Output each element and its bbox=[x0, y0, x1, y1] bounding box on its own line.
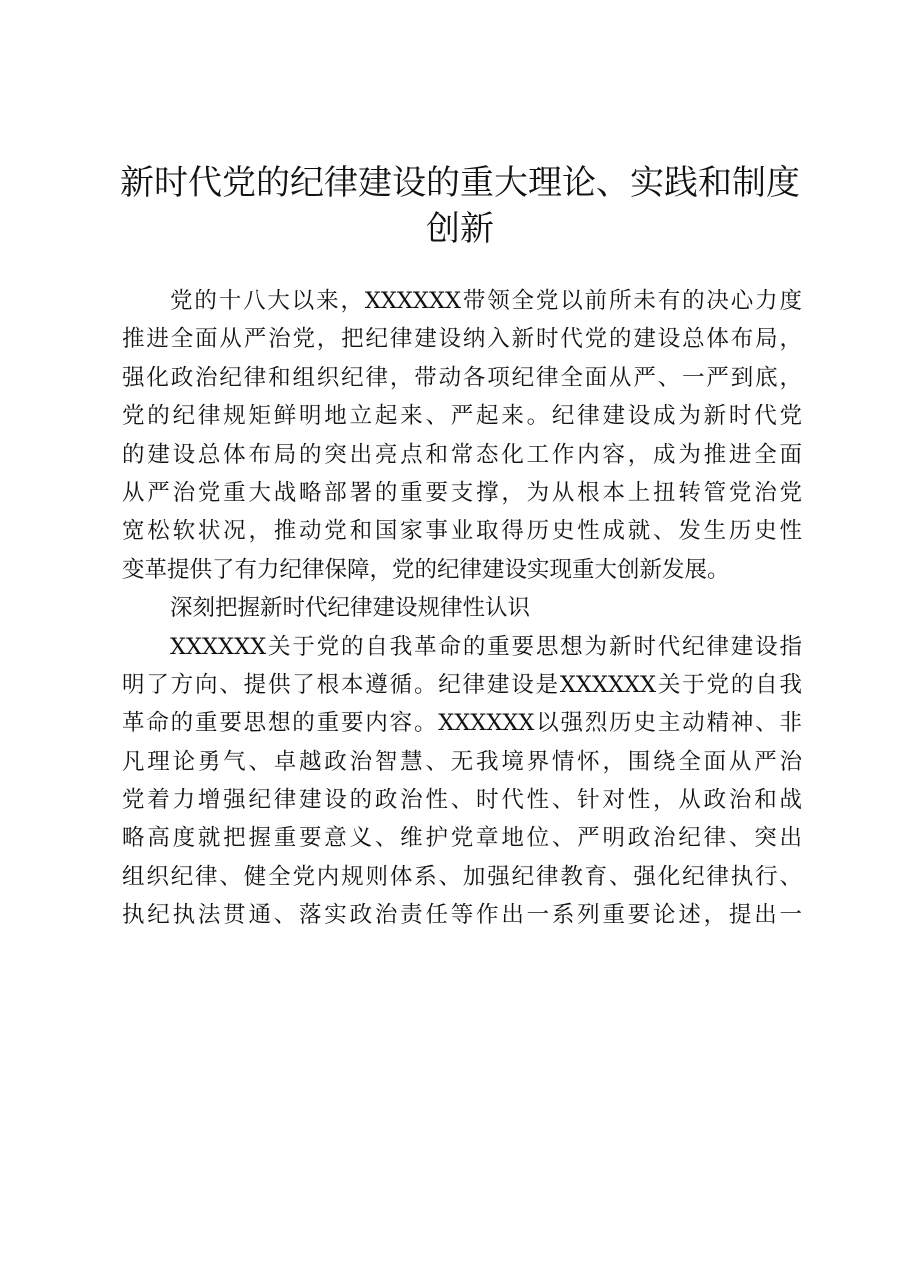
text-line: 宽松软状况，推动党和国家事业取得历史性成就、发生历史性 bbox=[122, 518, 802, 545]
text-line: 的建设总体布局的突出亮点和常态化工作内容，成为推进全面 bbox=[122, 441, 802, 468]
text-line: 党着力增强纪律建设的政治性、时代性、针对性，从政治和战 bbox=[122, 787, 802, 814]
document-body bbox=[122, 282, 802, 935]
section-heading bbox=[122, 589, 802, 627]
text-line: 党的纪律规矩鲜明地立起来、严起来。纪律建设成为新时代党 bbox=[122, 403, 802, 430]
text-line: 变革提供了有力纪律保障，党的纪律建设实现重大创新发展。 bbox=[122, 556, 730, 583]
title-line: 创新 bbox=[426, 209, 494, 249]
paragraph bbox=[122, 628, 802, 935]
text-line: 凡理论勇气、卓越政治智慧、无我境界情怀，围绕全面从严治 bbox=[122, 748, 802, 775]
text-line: 党的十八大以来，XXXXXX带领全党以前所未有的决心力度 bbox=[170, 288, 802, 314]
text-line: 推进全面从严治党，把纪律建设纳入新时代党的建设总体布局， bbox=[122, 326, 802, 353]
text-line: 革命的重要思想的重要内容。XXXXXX以强烈历史主动精神、非 bbox=[122, 710, 802, 737]
title-line: 新时代党的纪律建设的重大理论、实践和制度 bbox=[120, 163, 800, 203]
text-line: XXXXXX关于党的自我革命的重要思想为新时代纪律建设指 bbox=[170, 633, 802, 660]
text-line: 明了方向、提供了根本遵循。纪律建设是XXXXXX关于党的自我 bbox=[122, 671, 802, 698]
paragraph bbox=[122, 282, 802, 589]
text-line: 强化政治纪律和组织纪律，带动各项纪律全面从严、一严到底， bbox=[122, 364, 802, 391]
text-line: 深刻把握新时代纪律建设规律性认识 bbox=[170, 595, 531, 622]
document-title bbox=[110, 160, 810, 252]
text-line: 执纪执法贯通、落实政治责任等作出一系列重要论述，提出一 bbox=[122, 902, 802, 929]
text-line: 略高度就把握重要意义、维护党章地位、严明政治纪律、突出 bbox=[122, 825, 802, 852]
text-line: 组织纪律、健全党内规则体系、加强纪律教育、强化纪律执行、 bbox=[122, 863, 802, 890]
text-line: 从严治党重大战略部署的重要支撑，为从根本上扭转管党治党 bbox=[122, 479, 802, 506]
